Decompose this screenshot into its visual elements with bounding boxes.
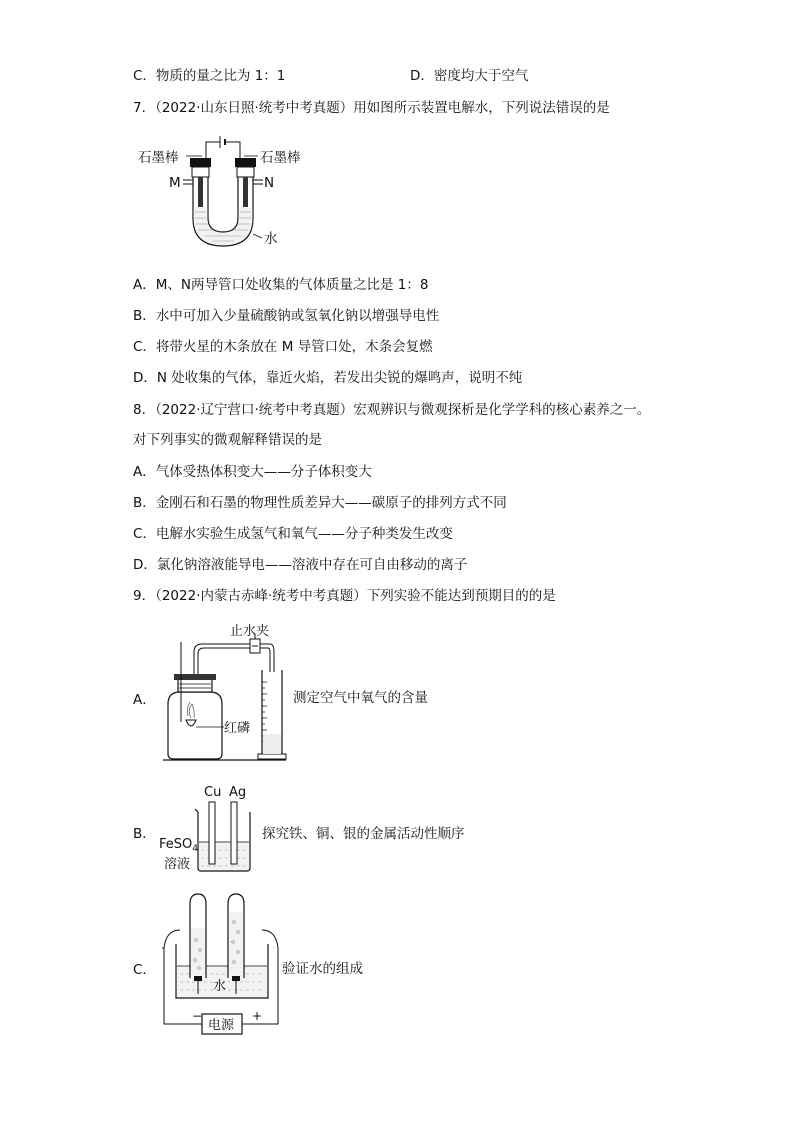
q9-clamp-label: 止水夹 [230,624,270,639]
q9-water-label: 水 [213,979,227,994]
q8-option-c: C．电解水实验生成氢气和氧气——分子种类发生改变 [133,526,453,542]
q9-minus-label: − [192,1009,203,1023]
q8-stem-line2: 对下列事实的微观解释错误的是 [133,432,322,448]
q9-option-c-caption: 验证水的组成 [282,961,363,977]
q8-option-b: B．金刚石和石墨的物理性质差异大——碳原子的排列方式不同 [133,495,507,511]
q9-power-label: 电源 [208,1018,235,1033]
q9-solution-formula: FeSO$_4$ [159,837,198,854]
q9-option-a-caption: 测定空气中氧气的含量 [293,690,428,706]
q7-option-a: A．M、N两导管口处收集的气体质量之比是 1：8 [133,277,429,293]
q9-water-electrolysis-apparatus [158,888,288,1038]
q9-cu-label: Cu [204,785,222,800]
q9-plus-label: + [252,1009,263,1023]
q9-oxygen-apparatus [158,622,293,764]
q9-option-c-label: C． [133,962,156,978]
q8-option-d: D．氯化钠溶液能导电——溶液中存在可自由移动的离子 [133,557,468,573]
q9-option-b-label: B． [133,826,156,842]
q7-port-n-label: N [264,175,275,191]
q7-option-d: D．N 处收集的气体，靠近火焰，若发出尖锐的爆鸣声，说明不纯 [133,370,523,386]
q9-metal-activity-apparatus [155,782,265,874]
q6-option-c: C．物质的量之比为 1：1 [133,68,286,84]
q7-electrolysis-figure [136,128,316,270]
q7-left-electrode-label: 石墨棒 [138,150,179,166]
q9-ag-label: Ag [229,785,247,800]
q7-port-m-label: M [169,175,181,191]
q7-water-label: 水 [264,231,278,247]
q9-red-phosphorus-label: 红磷 [224,721,251,736]
q9-option-b-caption: 探究铁、铜、银的金属活动性顺序 [262,826,465,842]
q7-right-electrode-label: 石墨棒 [260,150,301,166]
q9-option-a-label: A． [133,692,156,708]
q8-stem-line1: 8．（2022·辽宁营口·统考中考真题）宏观辨识与微观探析是化学学科的核心素养之一。 [133,402,651,418]
q9-solution-word: 溶液 [164,857,191,872]
q6-option-d: D．密度均大于空气 [410,68,529,84]
q7-option-c: C．将带火星的木条放在 M 导管口处，木条会复燃 [133,339,433,355]
q8-option-a: A．气体受热体积变大——分子体积变大 [133,464,372,480]
q7-stem: 7．（2022·山东日照·统考中考真题）用如图所示装置电解水，下列说法错误的是 [133,100,610,116]
q7-option-b: B．水中可加入少量硫酸钠或氢氧化钠以增强导电性 [133,308,440,324]
q9-stem: 9．（2022·内蒙古赤峰·统考中考真题）下列实验不能达到预期目的的是 [133,588,556,604]
